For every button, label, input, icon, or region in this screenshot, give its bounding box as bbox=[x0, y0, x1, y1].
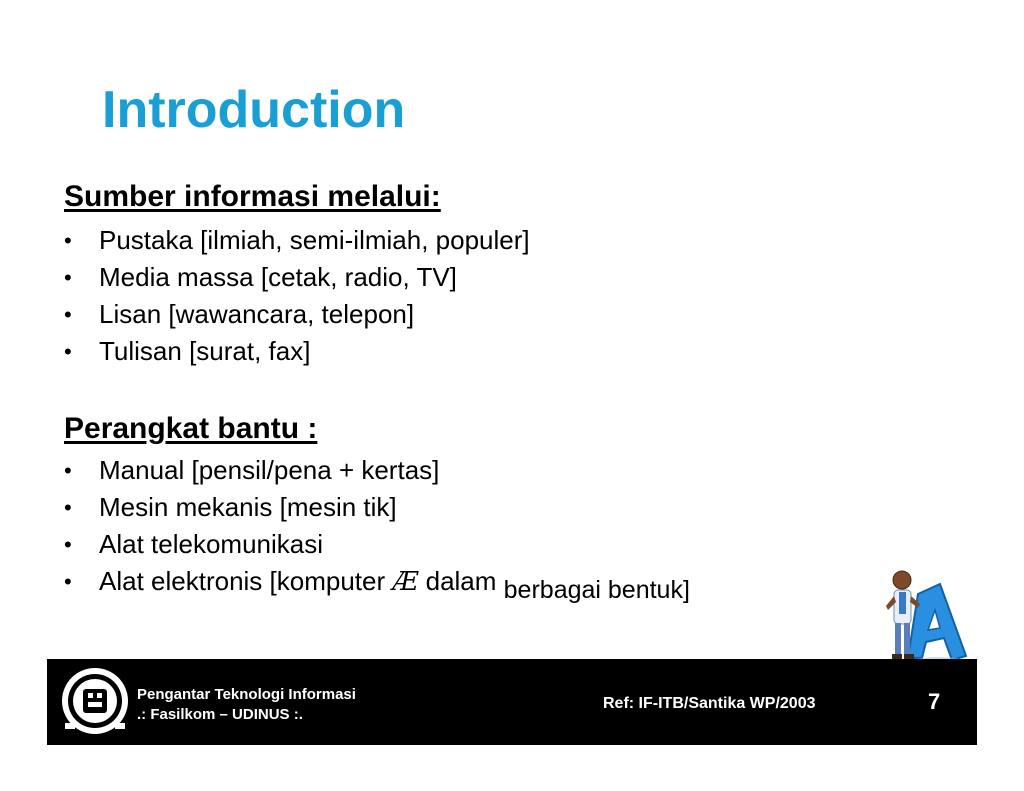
section-heading-tools: Perangkat bantu : bbox=[64, 412, 318, 445]
footer-bar bbox=[47, 659, 977, 745]
bullet-icon: • bbox=[64, 569, 72, 594]
person-with-letter-a-icon bbox=[878, 566, 968, 670]
sources-list bbox=[64, 222, 530, 370]
list-item: • Lisan [wawancara, telepon] bbox=[64, 296, 530, 333]
list-item: • Media massa [cetak, radio, TV] bbox=[64, 259, 530, 296]
list-item: • Mesin mekanis [mesin tik] bbox=[64, 489, 690, 526]
bullet-icon: • bbox=[64, 265, 72, 290]
university-logo-icon bbox=[59, 665, 131, 737]
list-item: • Tulisan [surat, fax] bbox=[64, 333, 530, 370]
bullet-icon: • bbox=[64, 339, 72, 364]
list-item: • Pustaka [ilmiah, semi-ilmiah, populer] bbox=[64, 222, 530, 259]
bullet-icon: • bbox=[64, 495, 72, 520]
list-item: • Alat elektronis [komputer Æ dalam berbagai bentuk] bbox=[64, 563, 690, 600]
tools-list bbox=[64, 452, 690, 604]
bullet-icon: • bbox=[64, 228, 72, 253]
page-number: 7 bbox=[928, 689, 941, 714]
list-item: • Manual [pensil/pena + kertas] bbox=[64, 452, 690, 489]
footer-reference: Ref: IF-ITB/Santika WP/2003 bbox=[603, 695, 816, 712]
footer-course-info bbox=[137, 685, 356, 725]
ae-symbol: Æ bbox=[392, 567, 419, 597]
footer-institution: .: Fasilkom – UDINUS :. bbox=[137, 706, 303, 723]
section-heading-sources: Sumber informasi melalui: bbox=[64, 180, 441, 213]
bullet-icon: • bbox=[64, 458, 72, 483]
bullet-icon: • bbox=[64, 532, 72, 557]
list-item: • Alat telekomunikasi bbox=[64, 526, 690, 563]
footer-course-title: Pengantar Teknologi Informasi bbox=[137, 686, 356, 703]
slide-title: Introduction bbox=[102, 81, 406, 139]
bullet-icon: • bbox=[64, 302, 72, 327]
